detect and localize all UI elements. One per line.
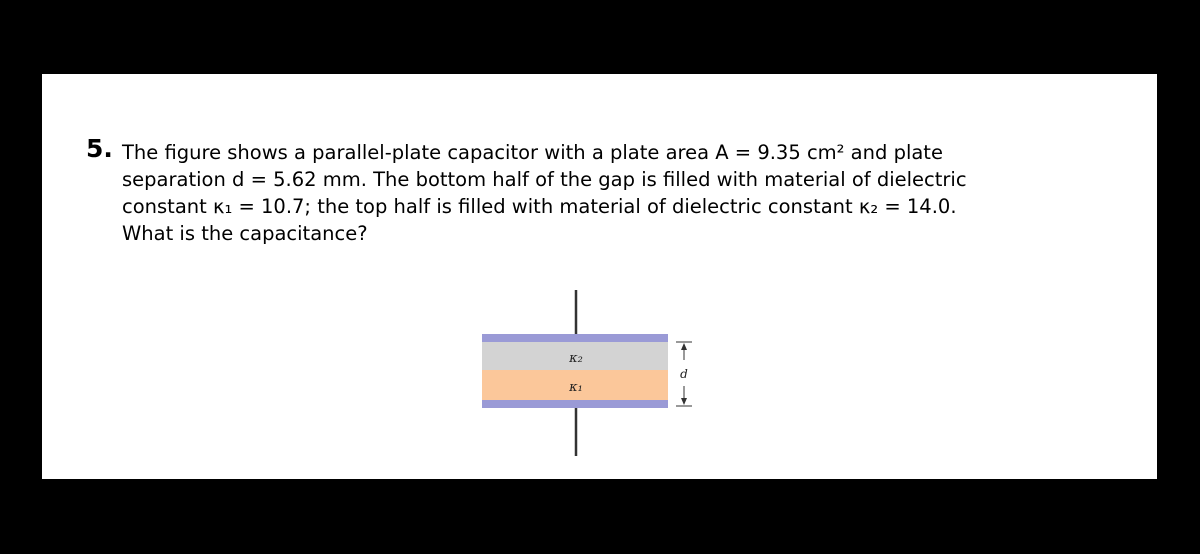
bottom-plate bbox=[482, 400, 668, 408]
kappa1-label: κ₁ bbox=[569, 380, 583, 395]
capacitor-figure bbox=[480, 290, 710, 458]
problem-line-1: The figure shows a parallel-plate capacitor with a plate area A = 9.35 cm² and plate bbox=[122, 141, 943, 164]
problem-number: 5. bbox=[86, 134, 113, 163]
top-plate bbox=[482, 334, 668, 342]
problem-line-4: What is the capacitance? bbox=[122, 222, 368, 245]
kappa2-label: κ₂ bbox=[569, 351, 583, 366]
d-label: d bbox=[680, 367, 688, 381]
separation-dimension bbox=[676, 342, 692, 406]
problem-line-2: separation d = 5.62 mm. The bottom half of the gap is filled with material of dielectric bbox=[122, 168, 967, 191]
problem-line-3: constant κ₁ = 10.7; the top half is filled with material of dielectric constant κ₂ = 14.0. bbox=[122, 195, 957, 218]
problem-panel bbox=[42, 74, 1157, 479]
